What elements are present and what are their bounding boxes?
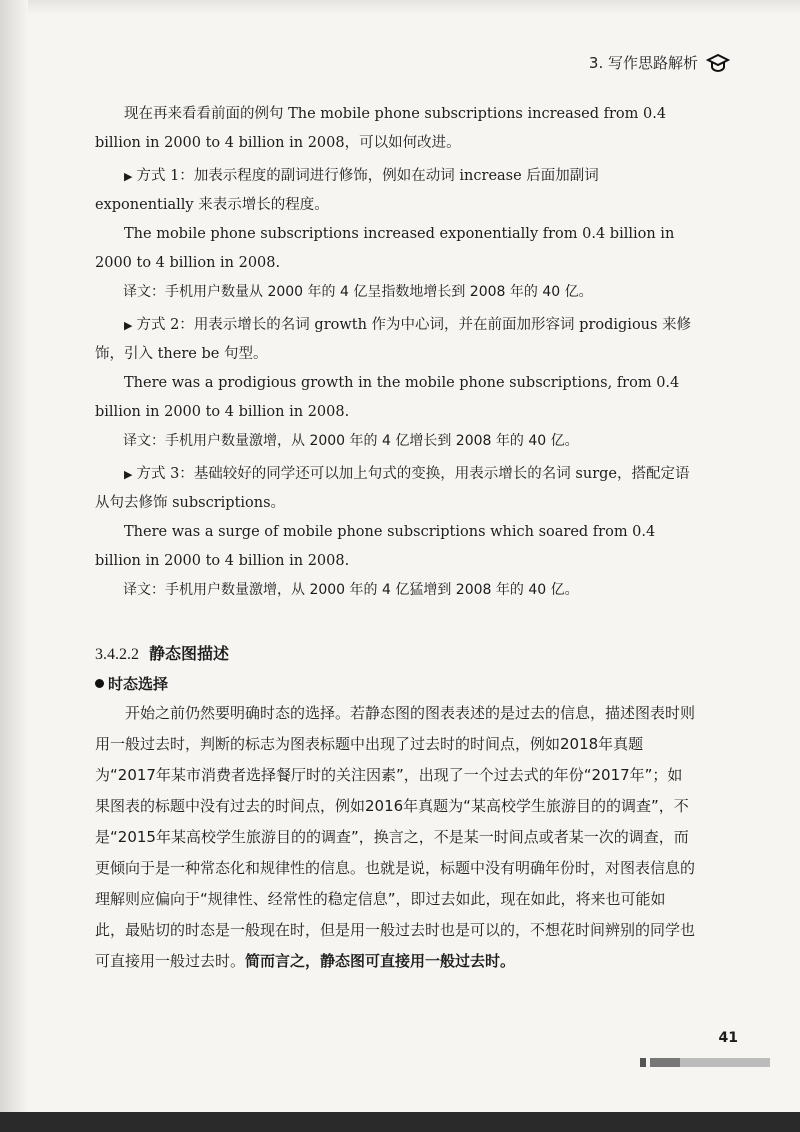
section-paragraph-text: 开始之前仍然要明确时态的选择。若静态图的图表表述的是过去的信息，描述图表时则用一般过去时，判断的标志为图表标题中出现了过去时的时间点，例如2018年真题为“2017年某市消费者选择餐厅时的关注因素”，出现了一个过去式的年份“2017年”；如果图表的标题中没有过去的时间点，例如2016年真题为“某高校学生旅游目的的调查”，不是“2015年某高校学生旅游目的的调查”，换言之，不是某一时间点或者某一次的调查，而更倾向于是一种常态化和规律性的信息。也就是说，标题中没有明确年份时，对图表信息的理解则应偏向于“规律性、经常性的稳定信息”，即过去如此，现在如此，将来也可能如此，最贴切的时态是一般现在时，但是用一般过去时也是可以的，不想花时间辨别的同学也可直接用一般过去时。: [95, 704, 696, 970]
section-paragraph: [95, 698, 695, 977]
binding-shadow: [0, 0, 28, 1132]
footer-decoration-bar: [640, 1058, 770, 1067]
running-header-title: 3. 写作思路解析: [588, 54, 698, 72]
section-body: [95, 698, 695, 977]
method-3-text: 基础较好的同学还可以加上句式的变换，用表示增长的名词 surge，搭配定语从句去修饰 subscriptions。: [95, 466, 690, 511]
page-top-edge: [0, 0, 800, 14]
method-1-label: 方式 1：: [136, 168, 194, 184]
method-2-example: There was a prodigious growth in the mobile phone subscriptions, from 0.4 billion in 2000 to 4 billion in 2008.: [95, 375, 680, 420]
method-1-text: 加表示程度的副词进行修饰，例如在动词 increase 后面加副词 exponentially 来表示增长的程度。: [95, 168, 599, 213]
triangle-bullet-icon: ▶: [124, 468, 133, 481]
method-3-label: 方式 3：: [136, 466, 194, 482]
method-2-text: 用表示增长的名词 growth 作为中心词，并在前面加形容词 prodigious 来修饰，引入 there be 句型。: [95, 317, 692, 362]
section-conclusion: 简而言之，静态图可直接用一般过去时。: [245, 952, 516, 970]
graduation-cap-icon: [706, 53, 730, 73]
page-content: [95, 100, 695, 977]
page-number: 41: [718, 1030, 738, 1046]
section-heading: [95, 639, 695, 670]
intro-paragraph: 现在再来看看前面的例句 The mobile phone subscriptions increased from 0.4 billion in 2000 to 4 billion in 2008，可以如何改进。: [95, 106, 667, 151]
triangle-bullet-icon: ▶: [124, 319, 133, 332]
bullet-dot-icon: [95, 679, 104, 688]
bottom-edge-shadow: [0, 1112, 800, 1132]
method-1-example: The mobile phone subscriptions increased exponentially from 0.4 billion in 2000 to 4 billion in 2008.: [95, 226, 675, 271]
method-1: [95, 162, 695, 220]
section-number: 3.4.2.2: [95, 646, 139, 663]
method-2: [95, 311, 695, 369]
bullet-heading-text: 时态选择: [108, 675, 169, 693]
method-2-translation: 译文：手机用户数量激增，从 2000 年的 4 亿增长到 2008 年的 40 亿。: [123, 433, 579, 449]
method-3: [95, 460, 695, 518]
triangle-bullet-icon: ▶: [124, 170, 133, 183]
method-1-translation: 译文：手机用户数量从 2000 年的 4 亿呈指数地增长到 2008 年的 40 亿。: [123, 284, 593, 300]
method-3-example: There was a surge of mobile phone subscriptions which soared from 0.4 billion in 2000 to 4 billion in 2008.: [95, 524, 656, 569]
method-2-label: 方式 2：: [136, 317, 194, 333]
section-title: 静态图描述: [149, 644, 230, 663]
bullet-heading: [95, 670, 695, 698]
method-3-translation: 译文：手机用户数量激增，从 2000 年的 4 亿猛增到 2008 年的 40 亿。: [123, 582, 579, 598]
running-header: [589, 52, 730, 73]
